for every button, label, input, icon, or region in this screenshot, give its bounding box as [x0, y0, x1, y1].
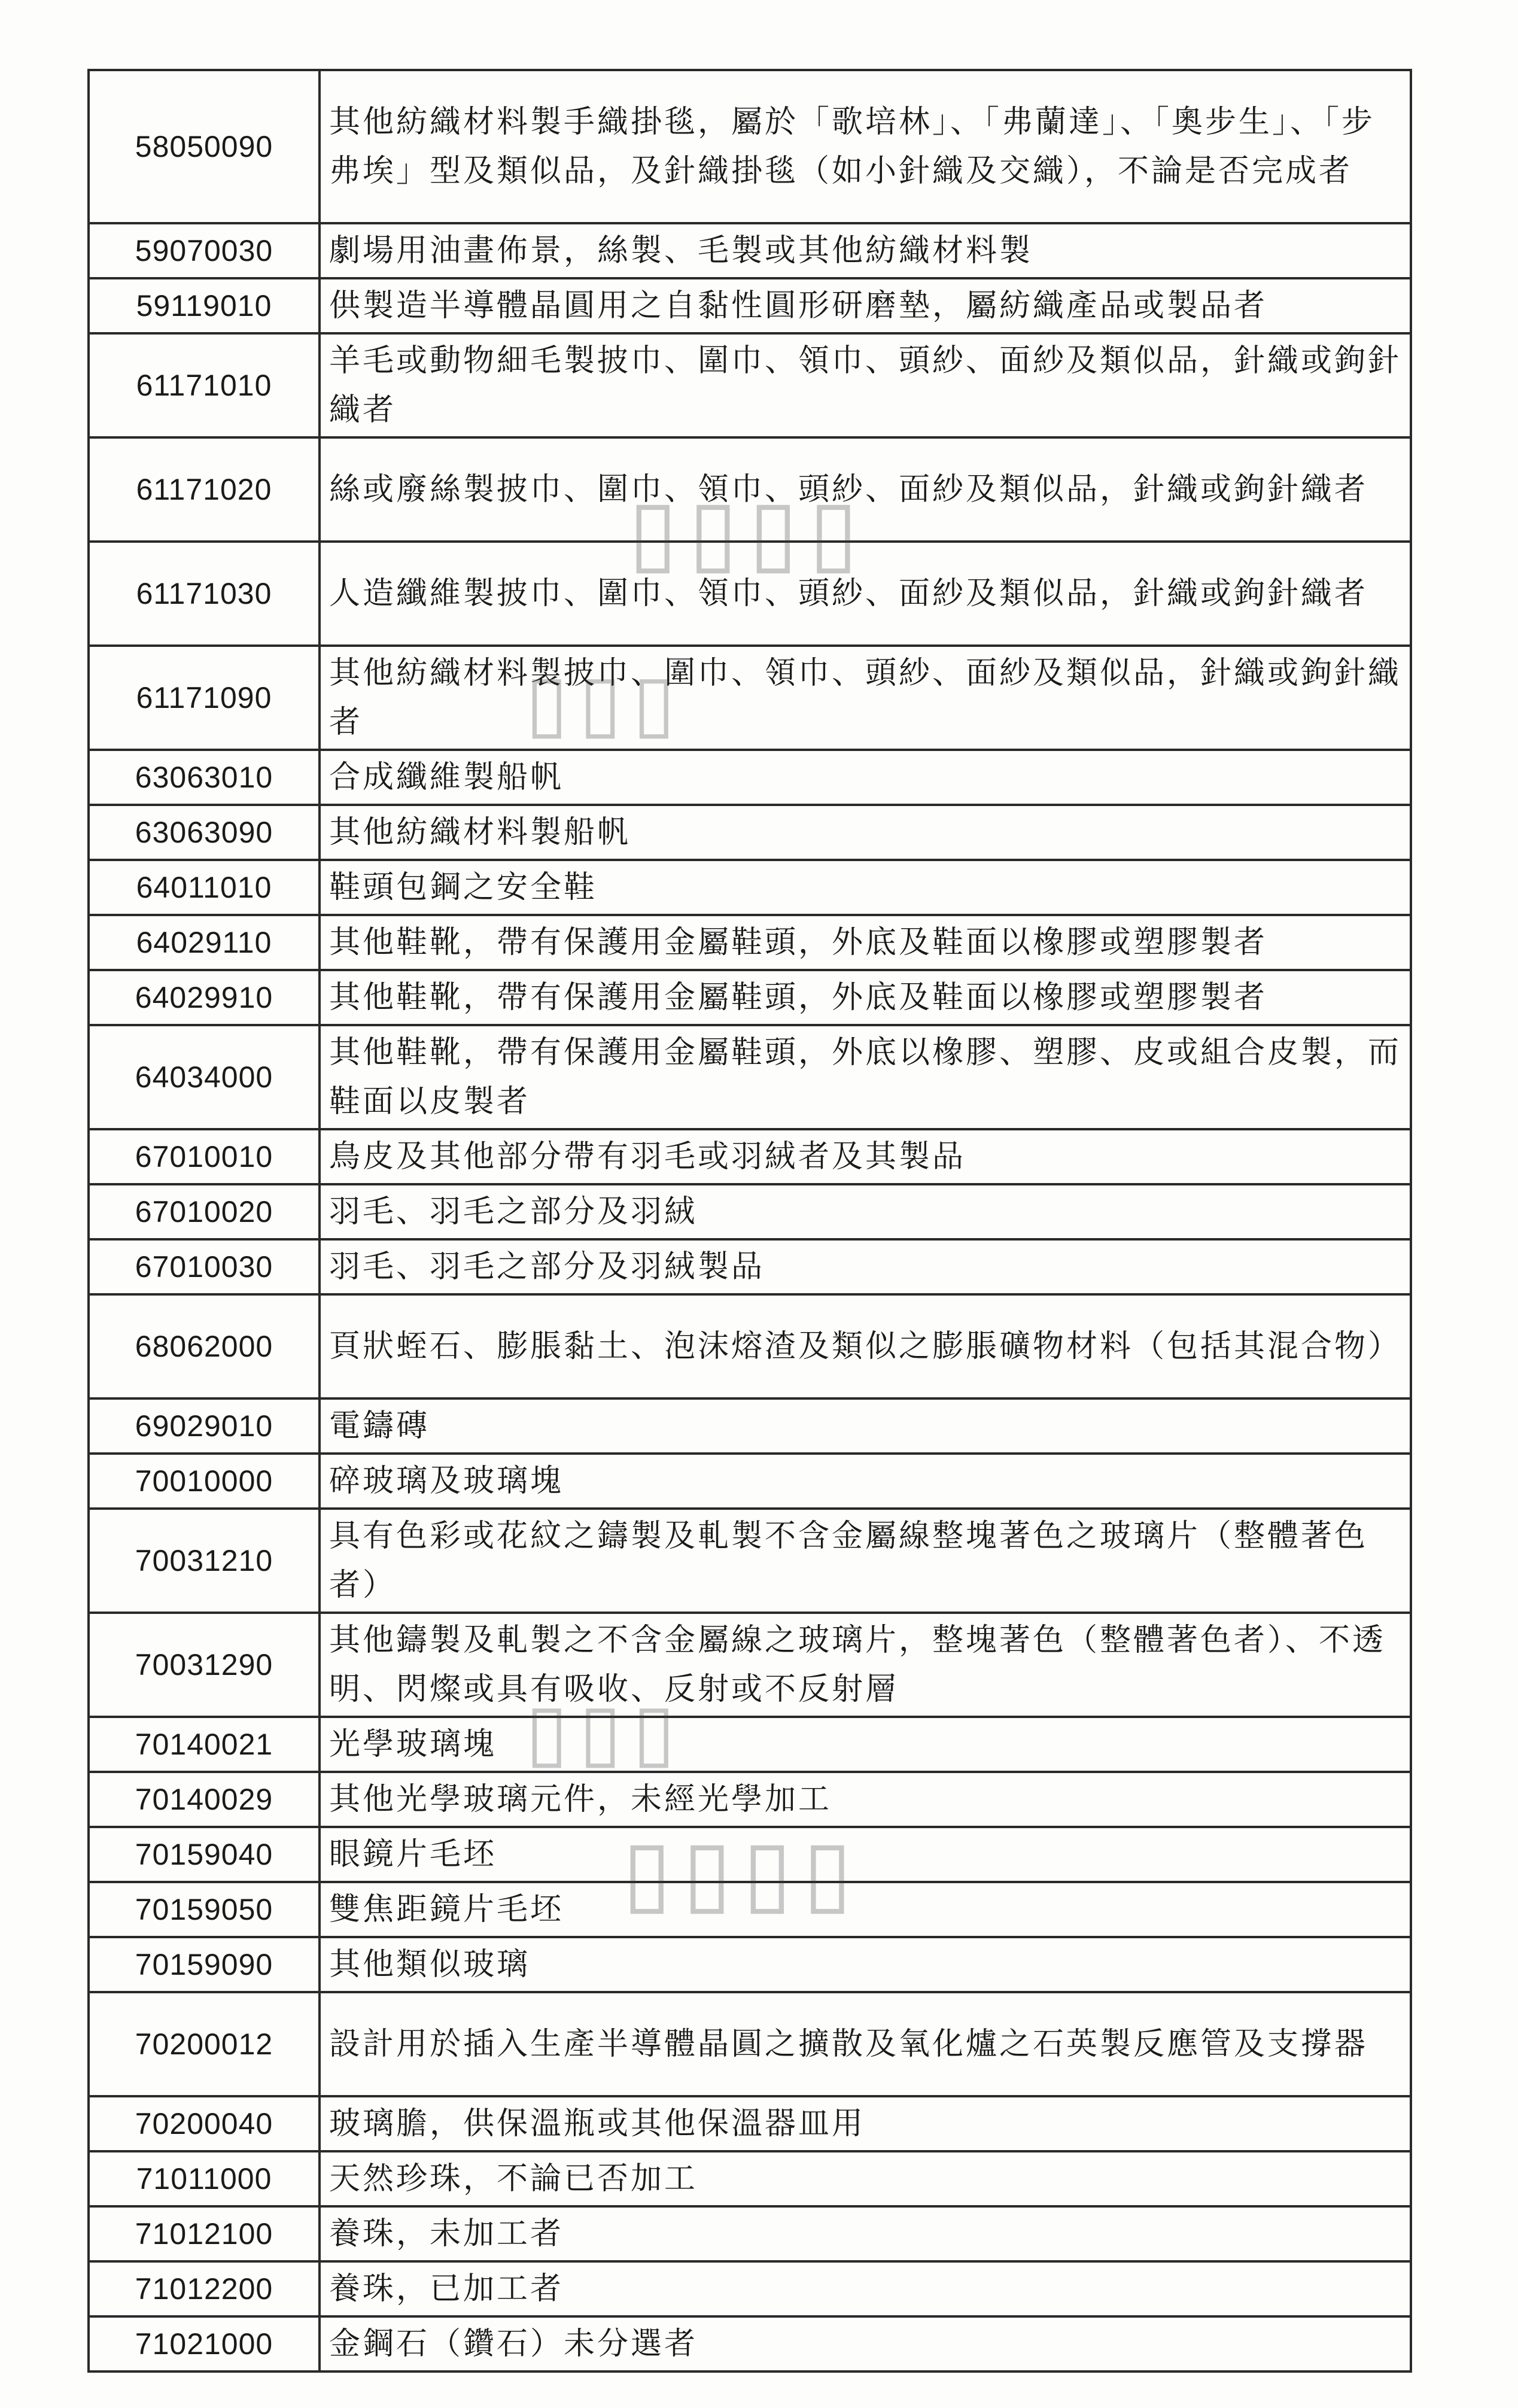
table-row — [89, 1129, 1411, 1184]
tariff-code: 64011010 — [89, 860, 320, 915]
item-description: 其他類似玻璃 — [320, 1937, 1411, 1992]
table-row — [89, 1184, 1411, 1239]
item-description: 其他光學玻璃元件，未經光學加工 — [320, 1772, 1411, 1827]
item-description: 眼鏡片毛坯 — [320, 1827, 1411, 1882]
table-row — [89, 223, 1411, 278]
item-description: 天然珍珠，不論已否加工 — [320, 2151, 1411, 2206]
item-description: 羽毛、羽毛之部分及羽絨 — [320, 1184, 1411, 1239]
table-row — [89, 1937, 1411, 1992]
item-description: 人造纖維製披巾、圍巾、領巾、頭紗、面紗及類似品，針織或鉤針織者 — [320, 542, 1411, 646]
stamp-mark: ▯▯▯▯ — [622, 1819, 863, 1924]
tariff-code: 70140029 — [89, 1772, 320, 1827]
tariff-code: 68062000 — [89, 1294, 320, 1398]
item-description: 其他鞋靴，帶有保護用金屬鞋頭，外底及鞋面以橡膠或塑膠製者 — [320, 970, 1411, 1025]
tariff-code: 67010030 — [89, 1239, 320, 1294]
table-row — [89, 1717, 1411, 1772]
tariff-code: 61171030 — [89, 542, 320, 646]
table-row — [89, 750, 1411, 805]
item-description: 絲或廢絲製披巾、圍巾、領巾、頭紗、面紗及類似品，針織或鉤針織者 — [320, 437, 1411, 542]
item-description: 供製造半導體晶圓用之自黏性圓形研磨墊，屬紡織產品或製品者 — [320, 278, 1411, 333]
tariff-code: 70200012 — [89, 1992, 320, 2096]
table-row — [89, 805, 1411, 860]
table-row — [89, 278, 1411, 333]
item-description: 頁狀蛭石、膨脹黏土、泡沫熔渣及類似之膨脹礦物材料（包括其混合物） — [320, 1294, 1411, 1398]
table-row — [89, 1772, 1411, 1827]
item-description: 其他紡織材料製船帆 — [320, 805, 1411, 860]
table-row — [89, 1509, 1411, 1613]
item-description: 其他紡織材料製手織掛毯，屬於「歌培林」、「弗蘭達」、「奧步生」、「步弗埃」型及類似品，及針織掛毯（如小針織及交織），不論是否完成者 — [320, 70, 1411, 223]
table-row — [89, 1398, 1411, 1454]
tariff-code: 70200040 — [89, 2096, 320, 2151]
tariff-code: 59070030 — [89, 223, 320, 278]
tariff-code: 70031290 — [89, 1613, 320, 1717]
item-description: 設計用於插入生產半導體晶圓之擴散及氧化爐之石英製反應管及支撐器 — [320, 1992, 1411, 2096]
table-row — [89, 542, 1411, 646]
item-description: 其他鞋靴，帶有保護用金屬鞋頭，外底及鞋面以橡膠或塑膠製者 — [320, 915, 1411, 970]
table-row — [89, 970, 1411, 1025]
tariff-code: 70159090 — [89, 1937, 320, 1992]
item-description: 鳥皮及其他部分帶有羽毛或羽絨者及其製品 — [320, 1129, 1411, 1184]
tariff-code: 70140021 — [89, 1717, 320, 1772]
tariff-code: 71012200 — [89, 2261, 320, 2316]
tariff-code: 67010010 — [89, 1129, 320, 1184]
table-row — [89, 646, 1411, 750]
table-row — [89, 1613, 1411, 1717]
item-description: 雙焦距鏡片毛坯 — [320, 1882, 1411, 1937]
tariff-code: 61171090 — [89, 646, 320, 750]
item-description: 養珠，未加工者 — [320, 2206, 1411, 2261]
item-description: 其他鑄製及軋製之不含金屬線之玻璃片，整塊著色（整體著色者）、不透明、閃燦或具有吸收、反射或不反射層 — [320, 1613, 1411, 1717]
stamp-mark: ▯▯▯▯ — [628, 479, 869, 584]
tariff-code: 63063090 — [89, 805, 320, 860]
tariff-code: 71021000 — [89, 2316, 320, 2371]
tariff-code: 70159040 — [89, 1827, 320, 1882]
table-row — [89, 437, 1411, 542]
table-row — [89, 1294, 1411, 1398]
item-description: 羽毛、羽毛之部分及羽絨製品 — [320, 1239, 1411, 1294]
tariff-code: 61171020 — [89, 437, 320, 542]
tariff-code: 64029910 — [89, 970, 320, 1025]
item-description: 鞋頭包鋼之安全鞋 — [320, 860, 1411, 915]
table-row — [89, 2261, 1411, 2316]
table-row — [89, 1239, 1411, 1294]
tariff-code: 71011000 — [89, 2151, 320, 2206]
tariff-code: 64034000 — [89, 1025, 320, 1129]
table-row — [89, 1882, 1411, 1937]
table-row — [89, 333, 1411, 437]
item-description: 金鋼石（鑽石）未分選者 — [320, 2316, 1411, 2371]
table-row — [89, 1025, 1411, 1129]
table-row — [89, 1992, 1411, 2096]
tariff-code: 70031210 — [89, 1509, 320, 1613]
tariff-code: 58050090 — [89, 70, 320, 223]
item-description: 養珠，已加工者 — [320, 2261, 1411, 2316]
tariff-code: 67010020 — [89, 1184, 320, 1239]
item-description: 其他鞋靴，帶有保護用金屬鞋頭，外底以橡膠、塑膠、皮或組合皮製，而鞋面以皮製者 — [320, 1025, 1411, 1129]
table-row — [89, 2151, 1411, 2206]
item-description: 碎玻璃及玻璃塊 — [320, 1454, 1411, 1509]
tariff-code: 70010000 — [89, 1454, 320, 1509]
item-description: 玻璃膽，供保溫瓶或其他保溫器皿用 — [320, 2096, 1411, 2151]
table-row — [89, 915, 1411, 970]
table-row — [89, 1454, 1411, 1509]
table-row — [89, 860, 1411, 915]
item-description: 其他紡織材料製披巾、圍巾、領巾、頭紗、面紗及類似品，針織或鉤針織者 — [320, 646, 1411, 750]
item-description: 電鑄磚 — [320, 1398, 1411, 1454]
tariff-code: 61171010 — [89, 333, 320, 437]
item-description: 光學玻璃塊 — [320, 1717, 1411, 1772]
tariff-code: 64029110 — [89, 915, 320, 970]
tariff-code-table — [87, 69, 1412, 2373]
table-row — [89, 2316, 1411, 2371]
tariff-code: 69029010 — [89, 1398, 320, 1454]
tariff-code: 59119010 — [89, 278, 320, 333]
item-description: 合成纖維製船帆 — [320, 750, 1411, 805]
table-row — [89, 70, 1411, 223]
item-description: 羊毛或動物細毛製披巾、圍巾、領巾、頭紗、面紗及類似品，針織或鉤針織者 — [320, 333, 1411, 437]
stamp-mark: ▯▯▯ — [515, 1699, 676, 1791]
table-row — [89, 2206, 1411, 2261]
table-row — [89, 1827, 1411, 1882]
stamp-mark: ▯▯▯ — [515, 670, 676, 762]
item-description: 具有色彩或花紋之鑄製及軋製不含金屬線整塊著色之玻璃片（整體著色者） — [320, 1509, 1411, 1613]
tariff-code: 70159050 — [89, 1882, 320, 1937]
tariff-code: 71012100 — [89, 2206, 320, 2261]
item-description: 劇場用油畫佈景，絲製、毛製或其他紡織材料製 — [320, 223, 1411, 278]
table-row — [89, 2096, 1411, 2151]
tariff-code: 63063010 — [89, 750, 320, 805]
